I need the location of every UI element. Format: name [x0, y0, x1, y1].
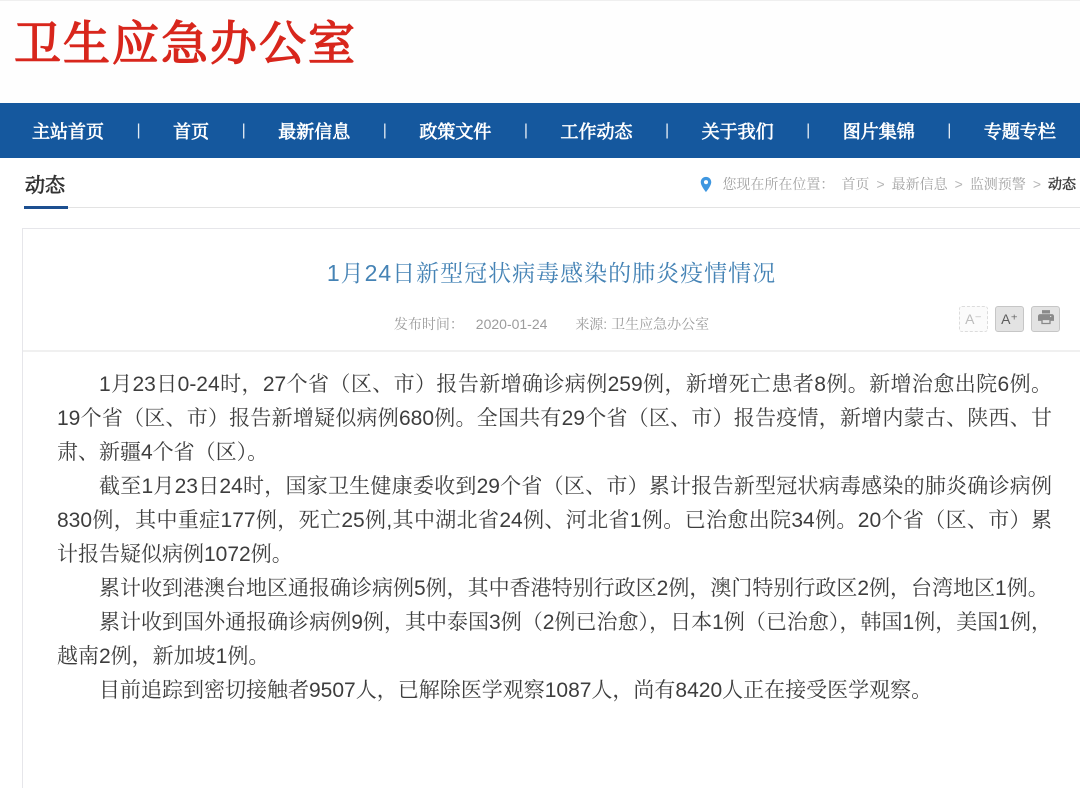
- nav-item-special-topics[interactable]: 专题专栏: [983, 121, 1056, 142]
- article-paragraph: 累计收到国外通报确诊病例9例，其中泰国3例（2例已治愈），日本1例（已治愈），韩国1例，美国1例，越南2例，新加坡1例。: [57, 611, 1052, 668]
- breadcrumb-link-home[interactable]: 首页: [841, 176, 870, 192]
- nav-separator: |: [382, 121, 387, 139]
- article-container: [22, 228, 1080, 788]
- article-meta: [23, 304, 1080, 334]
- breadcrumb-separator: >: [954, 176, 963, 192]
- nav-separator: |: [806, 121, 811, 139]
- article-tools: [959, 306, 1060, 332]
- nav-item-latest-info[interactable]: 最新信息: [278, 121, 351, 142]
- site-header: [0, 0, 1080, 103]
- publish-time-label: 发布时间：: [393, 316, 464, 332]
- breadcrumb-current: 动态: [1048, 176, 1076, 192]
- article-paragraph: 目前追踪到密切接触者9507人，已解除医学观察1087人，尚有8420人正在接受医学观察。: [99, 679, 933, 702]
- article-paragraph: 累计收到港澳台地区通报确诊病例5例，其中香港特别行政区2例，澳门特别行政区2例，台湾地区1例。: [99, 577, 1049, 600]
- active-tab-underline: [24, 206, 68, 209]
- nav-item-work-updates[interactable]: 工作动态: [560, 121, 633, 142]
- article-meta-row: [23, 304, 1080, 350]
- nav-item-photo-gallery[interactable]: 图片集锦: [842, 121, 915, 142]
- source-label: 来源:: [575, 316, 608, 332]
- nav-item-about-us[interactable]: 关于我们: [701, 121, 774, 142]
- breadcrumb-prefix: 您现在所在位置：: [722, 176, 835, 192]
- nav-separator: |: [523, 121, 529, 139]
- article-paragraph: 截至1月23日24时，国家卫生健康委收到29个省（区、市）累计报告新型冠状病毒感染的肺炎确诊病例830例，其中重症177例，死亡25例,其中湖北省24例、河北省1例。已治愈出院34例。20个省（区、市）累计报告疑似病例1072例。: [57, 475, 1052, 566]
- breadcrumb-separator: >: [1032, 176, 1041, 192]
- article-body: [23, 352, 1080, 738]
- breadcrumb-link-latest-info[interactable]: 最新信息: [891, 176, 948, 192]
- nav-separator: |: [241, 121, 246, 139]
- article-title: 1月24日新型冠状病毒感染的肺炎疫情情况: [326, 260, 777, 286]
- main-nav: [0, 103, 1080, 158]
- nav-separator: |: [947, 121, 952, 139]
- font-decrease-button[interactable]: A⁻: [959, 306, 988, 332]
- article-paragraph: 1月23日0-24时，27个省（区、市）报告新增确诊病例259例，新增死亡患者8例。新增治愈出院6例。19个省（区、市）报告新增疑似病例680例。全国共有29个省（区、市）报告疫情，新增内蒙古、陕西、甘肃、新疆4个省（区）。: [57, 373, 1052, 464]
- breadcrumb: [699, 174, 1076, 207]
- nav-item-main-home[interactable]: 主站首页: [32, 121, 104, 142]
- publish-date: 2020-01-24: [475, 316, 548, 332]
- nav-separator: |: [664, 121, 670, 139]
- nav-item-home[interactable]: 首页: [173, 121, 210, 142]
- source-value: 卫生应急办公室: [611, 316, 710, 332]
- nav-separator: |: [136, 121, 141, 139]
- printer-icon: [1038, 310, 1054, 328]
- breadcrumb-row: [24, 158, 1080, 208]
- section-tab-updates: [24, 169, 68, 207]
- breadcrumb-separator: >: [876, 176, 885, 192]
- print-button[interactable]: [1031, 306, 1060, 332]
- font-increase-button[interactable]: A⁺: [995, 306, 1024, 332]
- site-logo[interactable]: 卫生应急办公室: [14, 17, 357, 70]
- location-pin-icon: [699, 176, 713, 193]
- nav-item-policy-documents[interactable]: 政策文件: [419, 121, 492, 142]
- breadcrumb-link-monitoring-alerts[interactable]: 监测预警: [969, 176, 1026, 192]
- section-tab-label: 动态: [25, 175, 65, 197]
